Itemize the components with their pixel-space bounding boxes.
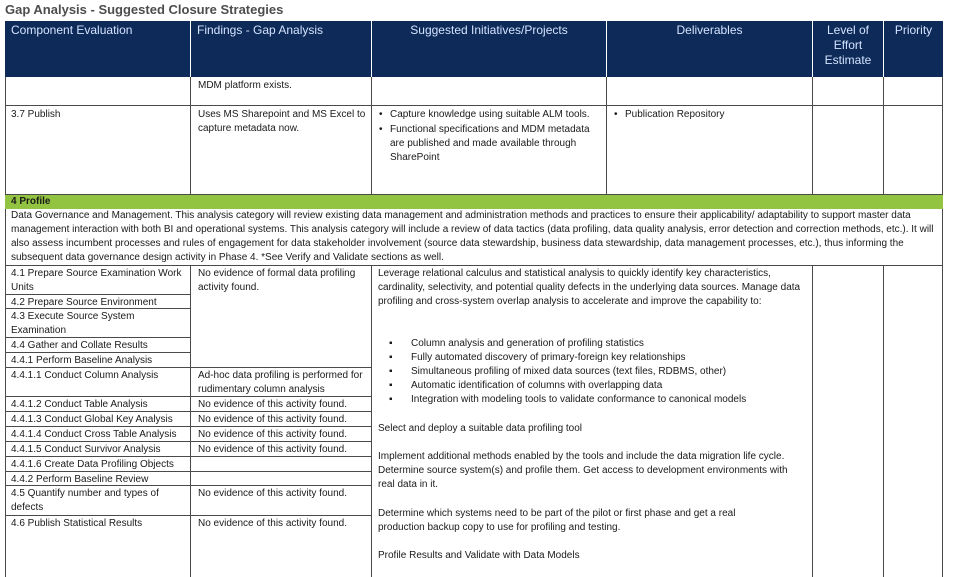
grid-line <box>5 105 943 106</box>
component-item: 4.5 Quantify number and types of defects <box>11 488 159 514</box>
finding-item: Ad-hoc data profiling is performed for rudimentary column analysis <box>198 370 363 395</box>
grid-line <box>5 265 6 577</box>
component-item: 4.4 Gather and Collate Results <box>11 340 148 351</box>
initiative-bullet <box>389 393 811 407</box>
section-4-description: Data Governance and Management. This analysis category will review existing data management and administration methods and practices to ensure their applicability/ adaptability to support master data management interaction with both BI and operational systems. This analysis category will include a review of data tactics (data profiling, data quality analysis, error detection and correction methods, etc.). It will also assess incumbent processes and rules of engagement for data stakeholder involvement (source data stewardship, business data stewardship, data management processes, etc.), thus informing the subsequent data governance design activity in Phase 4. *See Verify and Validate sections as well. <box>11 210 934 263</box>
grid-line <box>606 77 607 195</box>
component-item: 4.4.2 Perform Baseline Review <box>11 474 149 485</box>
grid-line <box>371 77 372 195</box>
grid-line <box>942 77 943 195</box>
header-initiatives: Suggested Initiatives/Projects <box>372 21 606 77</box>
header-level-of-effort: Level of Effort Estimate <box>813 21 883 77</box>
initiative-bullet <box>389 351 806 365</box>
component-item: 4.4.1.6 Create Data Profiling Objects <box>11 459 174 470</box>
component-item: 4.4.1 Perform Baseline Analysis <box>11 355 153 366</box>
finding-item: No evidence of this activity found. <box>198 444 347 455</box>
finding-3-7: Uses MS Sharepoint and MS Excel to capture metadata now. <box>198 109 366 134</box>
bullet-dot: ▪ <box>389 366 393 377</box>
initiative-bullet-text: Integration with modeling tools to validate conformance to canonical models <box>411 394 747 405</box>
grid-line <box>190 77 191 195</box>
initiatives-validate: Profile Results and Validate with Data Models <box>378 550 580 561</box>
grid-line <box>942 265 943 577</box>
grid-line <box>5 77 6 195</box>
component-item: 4.4.1.4 Conduct Cross Table Analysis <box>11 429 177 440</box>
header-deliverables: Deliverables <box>607 21 812 77</box>
grid-line <box>942 209 943 265</box>
initiative-3-7-1: Capture knowledge using suitable ALM tools. <box>390 109 590 120</box>
header-priority: Priority <box>884 21 943 77</box>
bullet-dot: ▪ <box>389 380 393 391</box>
component-item: 4.6 Publish Statistical Results <box>11 518 143 529</box>
component-item: 4.3 Execute Source System Examination <box>11 311 135 337</box>
component-item: 4.4.1.3 Conduct Global Key Analysis <box>11 414 173 425</box>
initiatives-methods: Implement additional methods enabled by the tools and include the data migration life cycle. Determine source system(s) and profile them. Get access to development environments with real data in it. <box>378 451 788 490</box>
finding-item: No evidence of this activity found. <box>198 488 347 499</box>
initiative-bullet <box>389 365 806 379</box>
component-item: 4.4.1.5 Conduct Survivor Analysis <box>11 444 161 455</box>
header-component-evaluation: Component Evaluation <box>5 21 190 77</box>
deliverable-3-7: Publication Repository <box>625 109 725 120</box>
grid-line <box>883 265 884 577</box>
bullet-dot: • <box>614 109 618 120</box>
component-item: 4.2 Prepare Source Environment <box>11 297 157 308</box>
finding-item: No evidence of this activity found. <box>198 414 347 425</box>
gap-analysis-table <box>5 21 943 577</box>
finding-item: No evidence of formal data profiling activity found. <box>198 268 356 293</box>
section-4-heading-bar <box>5 195 943 209</box>
component-item: 4.4.1.1 Conduct Column Analysis <box>11 370 159 381</box>
initiative-bullet-text: Column analysis and generation of profiling statistics <box>411 338 644 349</box>
initiatives-intro: Leverage relational calculus and statistical analysis to quickly identify key characteristics, cardinality, selectivity, and potential quality defects in the underlying data sources. Manage data profiling and cross-system overlap analysis to accelerate and improve the capability to: <box>378 268 801 307</box>
grid-line <box>812 77 813 195</box>
initiative-3-7-2: Functional specifications and MDM metadata are published and made available through SharePoint <box>390 124 590 163</box>
finding-item: No evidence of this activity found. <box>198 399 347 410</box>
component-3-7: 3.7 Publish <box>11 109 61 120</box>
grid-line <box>5 265 943 266</box>
bullet-dot: ▪ <box>389 394 393 405</box>
grid-line <box>5 209 6 265</box>
initiatives-tool: Select and deploy a suitable data profiling tool <box>378 423 583 434</box>
initiatives-pilot: Determine which systems need to be part of the pilot or first phase and get a real production backup copy to use for profiling and testing. <box>378 508 736 533</box>
component-item: 4.4.1.2 Conduct Table Analysis <box>11 399 148 410</box>
grid-line <box>883 77 884 195</box>
initiative-bullet <box>389 379 806 393</box>
bullet-dot: ▪ <box>389 338 393 349</box>
header-findings: Findings - Gap Analysis <box>191 21 371 77</box>
grid-line <box>812 265 813 577</box>
component-item: 4.1 Prepare Source Examination Work Units <box>11 268 182 294</box>
grid-line <box>371 265 372 577</box>
initiative-bullet-text: Simultaneous profiling of mixed data sources (text files, RDBMS, other) <box>411 366 727 377</box>
bullet-dot: ▪ <box>389 352 393 363</box>
bullet-dot: • <box>379 109 383 120</box>
finding-item: No evidence of this activity found. <box>198 429 347 440</box>
grid-line <box>190 265 191 577</box>
finding-item: No evidence of this activity found. <box>198 518 347 529</box>
bullet-dot: • <box>379 124 383 135</box>
initiative-bullet <box>389 337 806 351</box>
page-title: Gap Analysis - Suggested Closure Strategies <box>5 2 284 17</box>
section-4-heading: 4 Profile <box>11 196 51 207</box>
initiative-bullet-text: Fully automated discovery of primary-foreign key relationships <box>411 352 686 363</box>
initiative-bullet-text: Automatic identification of columns with overlapping data <box>411 380 663 391</box>
finding-mdm: MDM platform exists. <box>198 80 292 91</box>
